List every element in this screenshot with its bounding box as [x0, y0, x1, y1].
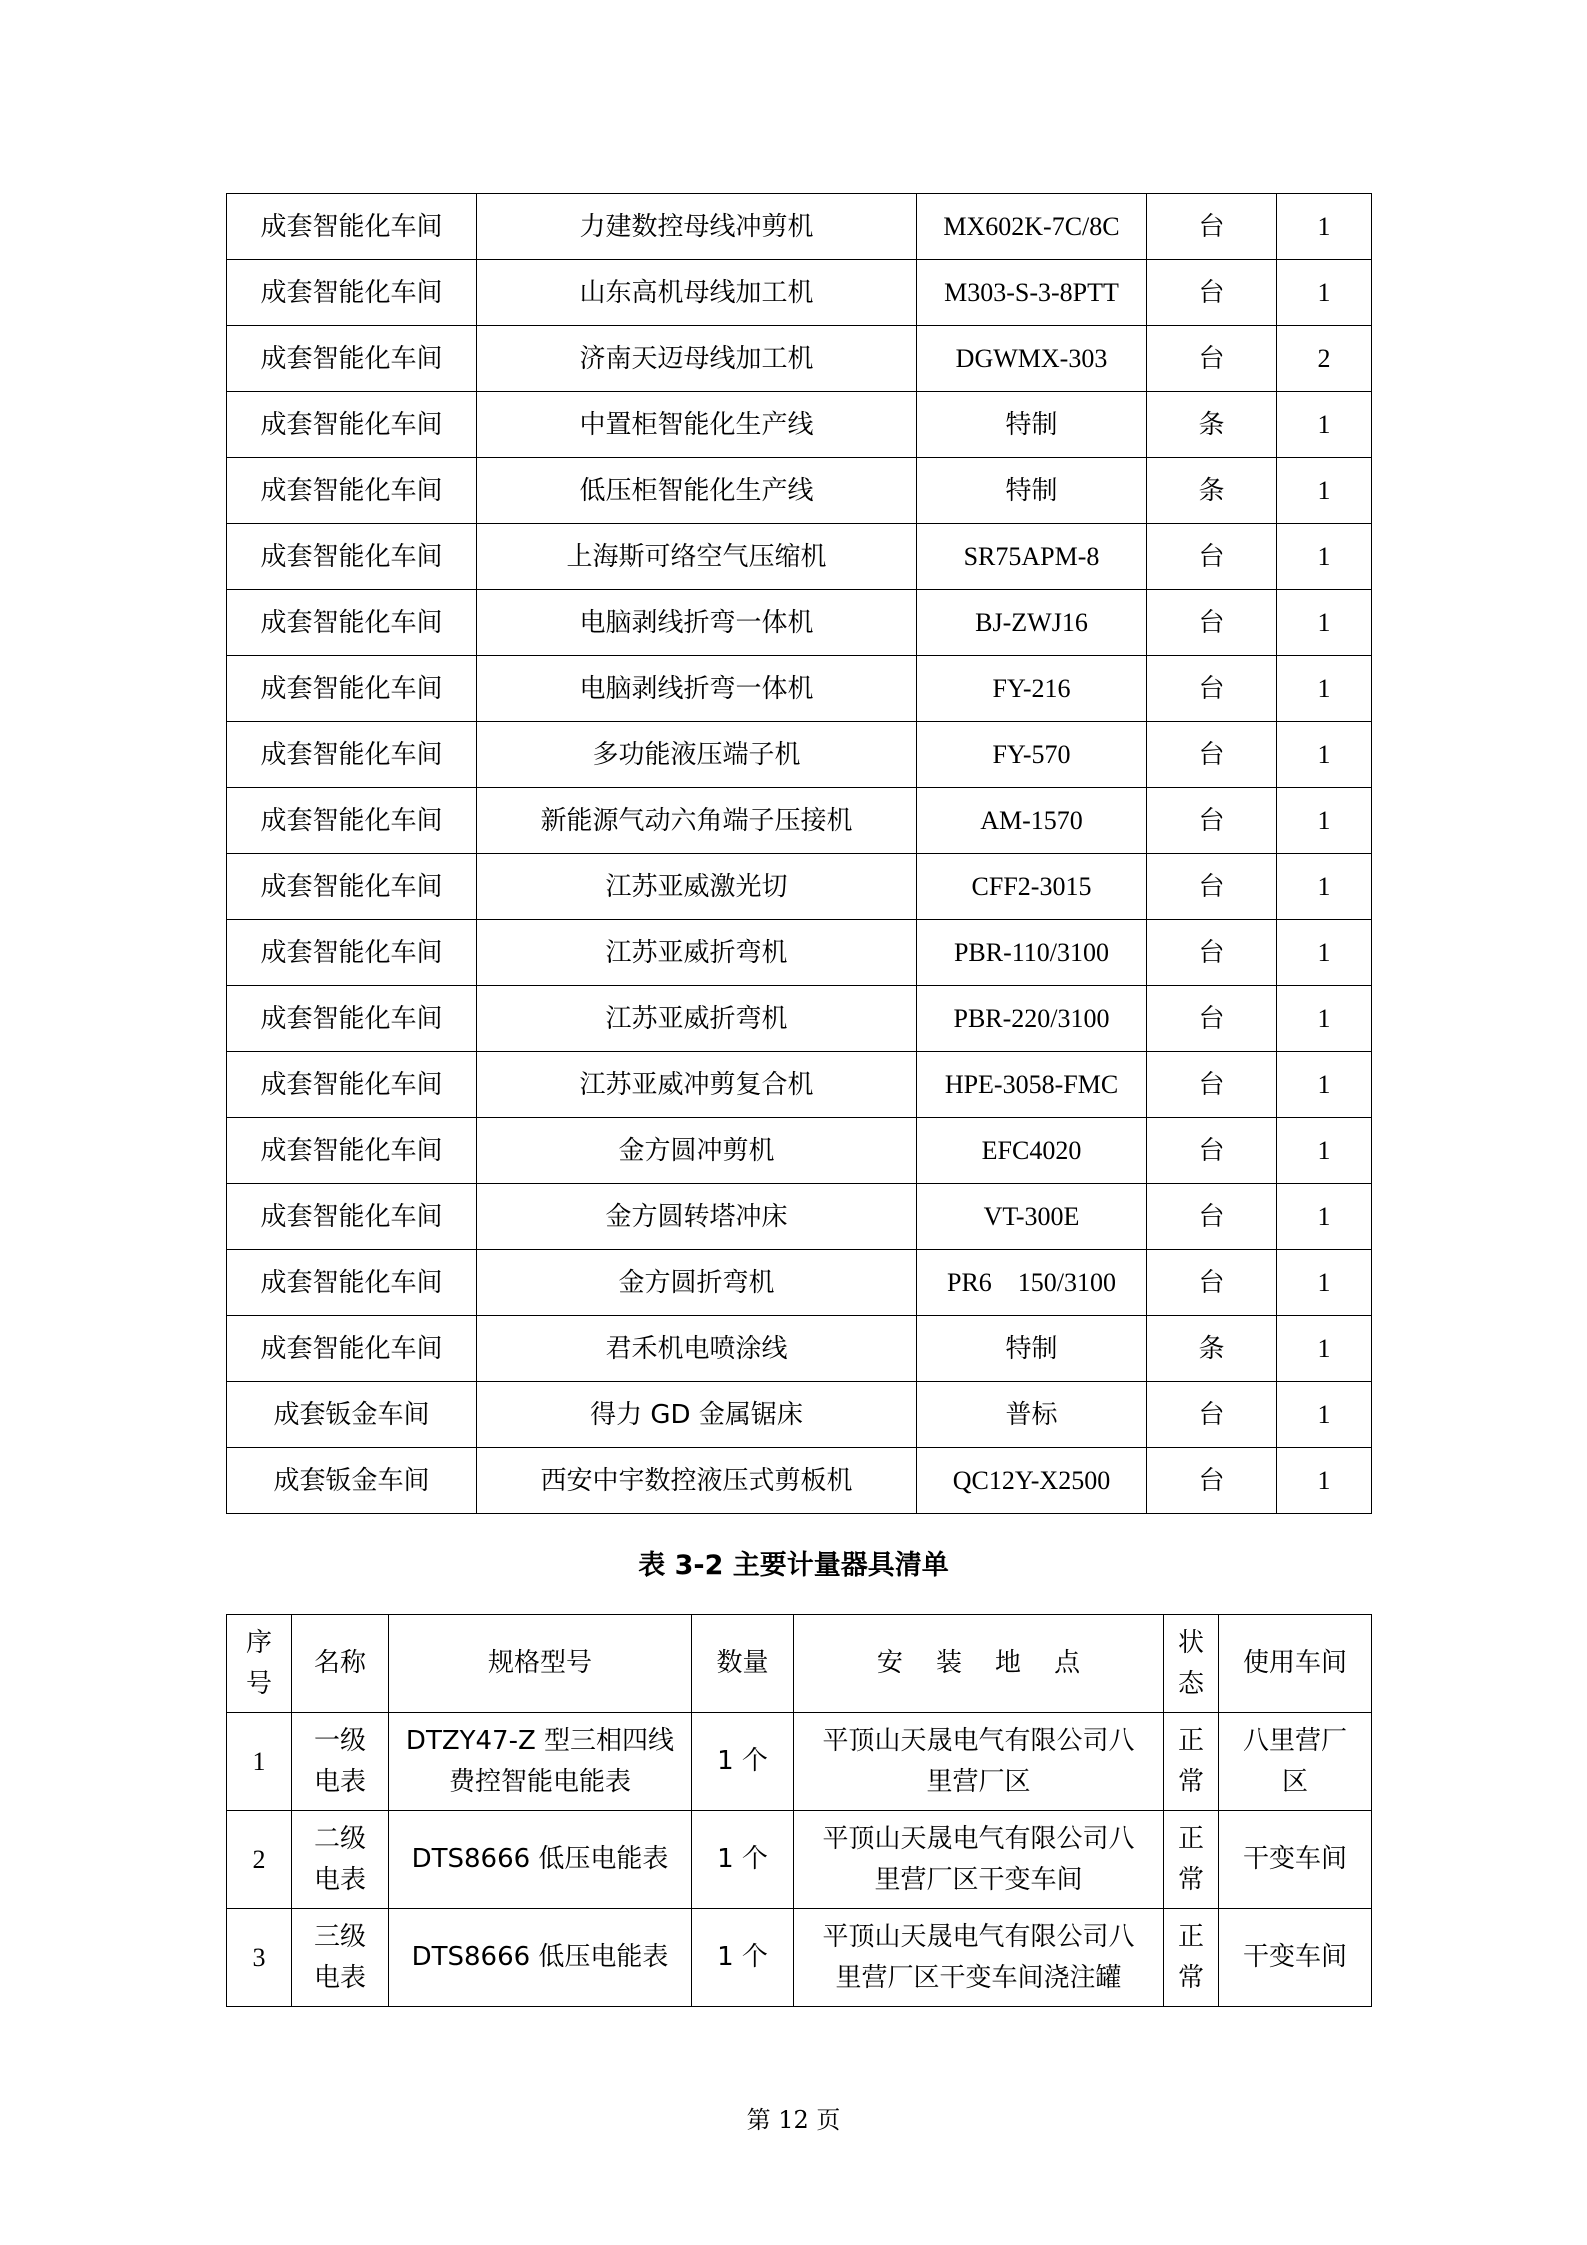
- workshop-cell: 成套智能化车间: [227, 1316, 477, 1382]
- workshop-cell-line: 干变车间: [1242, 1942, 1347, 1972]
- equipment-name-cell: 力建数控母线冲剪机: [477, 194, 917, 260]
- quantity-cell: 1: [1277, 194, 1372, 260]
- equipment-name-cell: 多功能液压端子机: [477, 722, 917, 788]
- page-number: 第 12 页: [746, 2106, 841, 2134]
- location-cell-line: 里营厂区干变车间: [874, 1864, 1083, 1895]
- workshop-cell: 成套智能化车间: [227, 260, 477, 326]
- quantity-cell: 1: [1277, 656, 1372, 722]
- meter-name-cell: [292, 1811, 389, 1909]
- location-cell-line: 平顶山天晟电气有限公司八: [822, 1921, 1135, 1952]
- workshop-cell: 成套智能化车间: [227, 722, 477, 788]
- equipment-name-cell: 电脑剥线折弯一体机: [477, 590, 917, 656]
- table-row: [227, 458, 1372, 524]
- header-qty: 数量: [692, 1615, 794, 1713]
- quantity-cell: 1: [1277, 1250, 1372, 1316]
- quantity-cell: 1: [1277, 458, 1372, 524]
- table-row: [227, 1811, 1372, 1909]
- quantity-cell: 1: [1277, 524, 1372, 590]
- table-row: [227, 1118, 1372, 1184]
- equipment-name-cell: 江苏亚威折弯机: [477, 920, 917, 986]
- equipment-name-cell: 金方圆转塔冲床: [477, 1184, 917, 1250]
- workshop-cell-line: 八里营厂: [1242, 1725, 1347, 1756]
- unit-cell: 台: [1147, 326, 1277, 392]
- location-cell: [794, 1713, 1164, 1811]
- location-cell-line: 里营厂区: [926, 1766, 1031, 1797]
- header-spec: 规格型号: [389, 1615, 692, 1713]
- quantity-cell: 1: [1277, 1052, 1372, 1118]
- meter-name-cell-line: 二级: [313, 1823, 366, 1854]
- equipment-name-cell: 山东高机母线加工机: [477, 260, 917, 326]
- qty-cell-line: 1 个: [717, 1844, 768, 1874]
- workshop-cell: 成套智能化车间: [227, 1118, 477, 1184]
- model-cell: MX602K-7C/8C: [917, 194, 1147, 260]
- no-cell-line: 2: [252, 1845, 266, 1874]
- location-cell: [794, 1811, 1164, 1909]
- workshop-cell-line: 区: [1281, 1766, 1308, 1797]
- unit-cell: 台: [1147, 722, 1277, 788]
- meter-name-cell: [292, 1713, 389, 1811]
- model-cell: EFC4020: [917, 1118, 1147, 1184]
- workshop-cell: 成套钣金车间: [227, 1448, 477, 1514]
- model-cell: 特制: [917, 392, 1147, 458]
- no-cell: [227, 1909, 292, 2007]
- unit-cell: 条: [1147, 458, 1277, 524]
- qty-cell: [692, 1811, 794, 1909]
- header-name: 名称: [292, 1615, 389, 1713]
- meter-name-cell-line: 电表: [313, 1766, 366, 1797]
- table-row: [227, 656, 1372, 722]
- status-cell: [1164, 1713, 1219, 1811]
- equipment-name-cell: 新能源气动六角端子压接机: [477, 788, 917, 854]
- status-cell-line: 正: [1177, 1823, 1204, 1854]
- meter-name-cell-line: 电表: [313, 1864, 366, 1895]
- workshop-cell: 成套智能化车间: [227, 590, 477, 656]
- unit-cell: 台: [1147, 194, 1277, 260]
- equipment-name-cell: 江苏亚威折弯机: [477, 986, 917, 1052]
- qty-cell: [692, 1713, 794, 1811]
- quantity-cell: 1: [1277, 1382, 1372, 1448]
- table-row: [227, 1909, 1372, 2007]
- quantity-cell: 1: [1277, 1448, 1372, 1514]
- workshop-cell: 成套智能化车间: [227, 656, 477, 722]
- quantity-cell: 2: [1277, 326, 1372, 392]
- no-cell: [227, 1713, 292, 1811]
- equipment-name-cell: 君禾机电喷涂线: [477, 1316, 917, 1382]
- workshop-cell: 成套智能化车间: [227, 1184, 477, 1250]
- model-cell: PBR-110/3100: [917, 920, 1147, 986]
- qty-cell-line: 1 个: [717, 1942, 768, 1972]
- table-caption: 表 3-2 主要计量器具清单: [638, 1550, 949, 1581]
- no-cell-line: 3: [252, 1943, 266, 1972]
- location-cell-line: 平顶山天晟电气有限公司八: [822, 1823, 1135, 1854]
- workshop-cell: 成套智能化车间: [227, 524, 477, 590]
- meter-header-row: [227, 1615, 1372, 1713]
- model-cell: FY-570: [917, 722, 1147, 788]
- status-cell: [1164, 1811, 1219, 1909]
- unit-cell: 台: [1147, 920, 1277, 986]
- status-cell-line: 正: [1177, 1725, 1204, 1756]
- spec-cell-line: DTZY47-Z 型三相四线: [405, 1725, 675, 1756]
- workshop-cell: [1219, 1909, 1372, 2007]
- unit-cell: 台: [1147, 854, 1277, 920]
- model-cell: DGWMX-303: [917, 326, 1147, 392]
- model-cell: PBR-220/3100: [917, 986, 1147, 1052]
- unit-cell: 台: [1147, 590, 1277, 656]
- quantity-cell: 1: [1277, 986, 1372, 1052]
- qty-cell-line: 1 个: [717, 1746, 768, 1776]
- equipment-name-cell: 金方圆折弯机: [477, 1250, 917, 1316]
- model-cell: PR6 150/3100: [917, 1250, 1147, 1316]
- table-row: [227, 1382, 1372, 1448]
- status-cell-line: 常: [1177, 1864, 1204, 1895]
- unit-cell: 台: [1147, 1382, 1277, 1448]
- table-row: [227, 1184, 1372, 1250]
- table-row: [227, 1250, 1372, 1316]
- workshop-cell: 成套智能化车间: [227, 194, 477, 260]
- workshop-cell: [1219, 1713, 1372, 1811]
- table-row: [227, 854, 1372, 920]
- unit-cell: 台: [1147, 986, 1277, 1052]
- model-cell: FY-216: [917, 656, 1147, 722]
- table-row: [227, 194, 1372, 260]
- unit-cell: 台: [1147, 1448, 1277, 1514]
- table-row: [227, 1713, 1372, 1811]
- table-row: [227, 722, 1372, 788]
- workshop-cell: [1219, 1811, 1372, 1909]
- unit-cell: 台: [1147, 524, 1277, 590]
- unit-cell: 台: [1147, 260, 1277, 326]
- spec-cell: [389, 1811, 692, 1909]
- table-row: [227, 1316, 1372, 1382]
- status-cell-line: 常: [1177, 1962, 1204, 1993]
- equipment-name-cell: 金方圆冲剪机: [477, 1118, 917, 1184]
- meter-name-cell: [292, 1909, 389, 2007]
- quantity-cell: 1: [1277, 722, 1372, 788]
- model-cell: AM-1570: [917, 788, 1147, 854]
- equipment-name-cell: 江苏亚威激光切: [477, 854, 917, 920]
- spec-cell-line: 费控智能电能表: [448, 1766, 631, 1797]
- model-cell: BJ-ZWJ16: [917, 590, 1147, 656]
- table-row: [227, 524, 1372, 590]
- unit-cell: 条: [1147, 392, 1277, 458]
- meter-name-cell-line: 电表: [313, 1962, 366, 1993]
- no-cell: [227, 1811, 292, 1909]
- equipment-name-cell: 低压柜智能化生产线: [477, 458, 917, 524]
- unit-cell: 条: [1147, 1316, 1277, 1382]
- location-cell-line: 平顶山天晟电气有限公司八: [822, 1725, 1135, 1756]
- quantity-cell: 1: [1277, 590, 1372, 656]
- quantity-cell: 1: [1277, 392, 1372, 458]
- equipment-name-cell: 得力 GD 金属锯床: [477, 1382, 917, 1448]
- quantity-cell: 1: [1277, 1184, 1372, 1250]
- quantity-cell: 1: [1277, 1316, 1372, 1382]
- workshop-cell: 成套智能化车间: [227, 854, 477, 920]
- model-cell: CFF2-3015: [917, 854, 1147, 920]
- equipment-table: [226, 193, 1372, 1514]
- workshop-cell: 成套智能化车间: [227, 1250, 477, 1316]
- table-row: [227, 1448, 1372, 1514]
- model-cell: M303-S-3-8PTT: [917, 260, 1147, 326]
- quantity-cell: 1: [1277, 1118, 1372, 1184]
- workshop-cell-line: 干变车间: [1242, 1844, 1347, 1874]
- spec-cell: [389, 1713, 692, 1811]
- equipment-name-cell: 西安中宇数控液压式剪板机: [477, 1448, 917, 1514]
- model-cell: 特制: [917, 1316, 1147, 1382]
- status-cell: [1164, 1909, 1219, 2007]
- meter-table: [226, 1614, 1372, 2007]
- equipment-name-cell: 上海斯可络空气压缩机: [477, 524, 917, 590]
- meter-name-cell-line: 一级: [313, 1725, 366, 1756]
- table-row: [227, 260, 1372, 326]
- table-row: [227, 1052, 1372, 1118]
- qty-cell: [692, 1909, 794, 2007]
- equipment-name-cell: 江苏亚威冲剪复合机: [477, 1052, 917, 1118]
- workshop-cell: 成套智能化车间: [227, 326, 477, 392]
- equipment-name-cell: 电脑剥线折弯一体机: [477, 656, 917, 722]
- spec-cell: [389, 1909, 692, 2007]
- workshop-cell: 成套智能化车间: [227, 986, 477, 1052]
- table-row: [227, 920, 1372, 986]
- unit-cell: 台: [1147, 1184, 1277, 1250]
- table-row: [227, 392, 1372, 458]
- model-cell: 普标: [917, 1382, 1147, 1448]
- table-row: [227, 590, 1372, 656]
- spec-cell-line: DTS8666 低压电能表: [411, 1942, 669, 1972]
- status-cell-line: 常: [1177, 1766, 1204, 1797]
- header-location: 安 装 地 点: [794, 1615, 1164, 1713]
- header-workshop: 使用车间: [1219, 1615, 1372, 1713]
- header-status: 状 态: [1164, 1615, 1219, 1713]
- equipment-name-cell: 济南天迈母线加工机: [477, 326, 917, 392]
- location-cell-line: 里营厂区干变车间浇注罐: [835, 1962, 1122, 1993]
- workshop-cell: 成套智能化车间: [227, 458, 477, 524]
- workshop-cell: 成套智能化车间: [227, 1052, 477, 1118]
- quantity-cell: 1: [1277, 920, 1372, 986]
- model-cell: 特制: [917, 458, 1147, 524]
- quantity-cell: 1: [1277, 260, 1372, 326]
- table-row: [227, 986, 1372, 1052]
- meter-name-cell-line: 三级: [313, 1921, 366, 1952]
- unit-cell: 台: [1147, 1118, 1277, 1184]
- workshop-cell: 成套智能化车间: [227, 920, 477, 986]
- model-cell: VT-300E: [917, 1184, 1147, 1250]
- table-row: [227, 326, 1372, 392]
- location-cell: [794, 1909, 1164, 2007]
- header-no: 序 号: [227, 1615, 292, 1713]
- no-cell-line: 1: [252, 1747, 266, 1776]
- unit-cell: 台: [1147, 656, 1277, 722]
- unit-cell: 台: [1147, 1052, 1277, 1118]
- table-row: [227, 788, 1372, 854]
- quantity-cell: 1: [1277, 854, 1372, 920]
- model-cell: QC12Y-X2500: [917, 1448, 1147, 1514]
- equipment-name-cell: 中置柜智能化生产线: [477, 392, 917, 458]
- model-cell: SR75APM-8: [917, 524, 1147, 590]
- spec-cell-line: DTS8666 低压电能表: [411, 1844, 669, 1874]
- model-cell: HPE-3058-FMC: [917, 1052, 1147, 1118]
- quantity-cell: 1: [1277, 788, 1372, 854]
- workshop-cell: 成套智能化车间: [227, 788, 477, 854]
- status-cell-line: 正: [1177, 1921, 1204, 1952]
- workshop-cell: 成套钣金车间: [227, 1382, 477, 1448]
- unit-cell: 台: [1147, 788, 1277, 854]
- workshop-cell: 成套智能化车间: [227, 392, 477, 458]
- unit-cell: 台: [1147, 1250, 1277, 1316]
